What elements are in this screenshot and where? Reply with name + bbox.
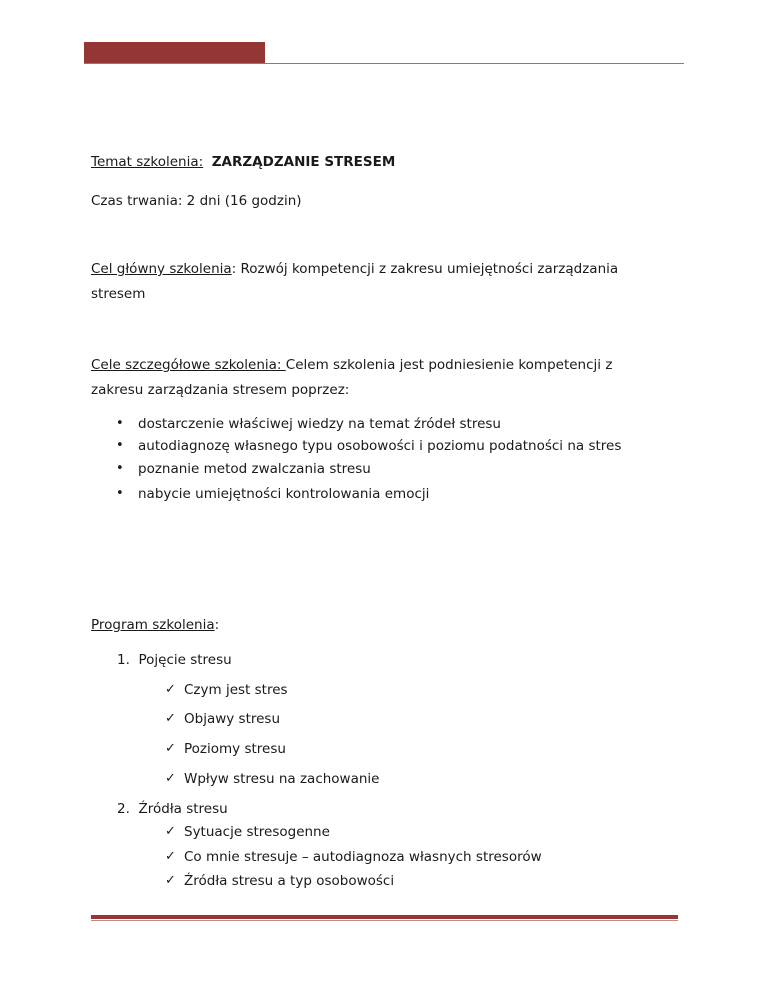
specific-goals-text: Celem szkolenia jest podniesienie kompetencji z <box>285 357 613 373</box>
checkmark-icon: ✓ <box>165 741 176 756</box>
section-title: Pojęcie stresu <box>138 652 232 668</box>
program-item: Objawy stresu <box>184 711 281 727</box>
bullet-icon: • <box>116 416 124 431</box>
checkmark-icon: ✓ <box>165 824 176 839</box>
program-section-1 <box>117 652 232 668</box>
footer-rule <box>91 915 678 919</box>
duration-line: Czas trwania: 2 dni (16 godzin) <box>91 193 302 209</box>
checkmark-icon: ✓ <box>165 682 176 697</box>
section-number: 2. <box>117 801 130 817</box>
main-goal-text: : Rozwój kompetencji z zakresu umiejętności zarządzania <box>231 261 619 277</box>
main-goal-label: Cel główny szkolenia <box>91 261 232 277</box>
program-section-2 <box>117 801 228 817</box>
footer-rule-thin <box>91 920 678 921</box>
main-goal-line-2: stresem <box>91 286 146 302</box>
topic-value: ZARZĄDZANIE STRESEM <box>211 154 396 170</box>
program-heading <box>91 617 219 633</box>
goal-item: nabycie umiejętności kontrolowania emocji <box>138 486 430 502</box>
checkmark-icon: ✓ <box>165 849 176 864</box>
program-item: Źródła stresu a typ osobowości <box>184 873 395 889</box>
topic-line <box>91 154 395 170</box>
program-item: Sytuacje stresogenne <box>184 824 330 840</box>
specific-goals-line-1 <box>91 357 612 373</box>
section-title: Źródła stresu <box>138 801 228 817</box>
main-goal-line-1 <box>91 261 618 277</box>
checkmark-icon: ✓ <box>165 873 176 888</box>
bullet-icon: • <box>116 486 124 501</box>
program-item: Czym jest stres <box>184 682 288 698</box>
program-label: Program szkolenia <box>91 617 215 633</box>
header-accent-bar <box>84 42 265 63</box>
bullet-icon: • <box>116 438 124 453</box>
goal-item: poznanie metod zwalczania stresu <box>138 461 371 477</box>
program-item: Poziomy stresu <box>184 741 286 757</box>
topic-label: Temat szkolenia: <box>91 154 204 170</box>
checkmark-icon: ✓ <box>165 771 176 786</box>
goal-item: autodiagnozę własnego typu osobowości i poziomu podatności na stres <box>138 438 622 454</box>
program-item: Co mnie stresuje – autodiagnoza własnych stresorów <box>184 849 542 865</box>
program-item: Wpływ stresu na zachowanie <box>184 771 380 787</box>
checkmark-icon: ✓ <box>165 711 176 726</box>
program-colon: : <box>214 617 220 633</box>
goal-item: dostarczenie właściwej wiedzy na temat źródeł stresu <box>138 416 501 432</box>
header-rule <box>84 63 684 64</box>
specific-goals-label: Cele szczegółowe szkolenia: <box>91 357 286 373</box>
bullet-icon: • <box>116 461 124 476</box>
section-number: 1. <box>117 652 130 668</box>
specific-goals-line-2: zakresu zarządzania stresem poprzez: <box>91 382 350 398</box>
